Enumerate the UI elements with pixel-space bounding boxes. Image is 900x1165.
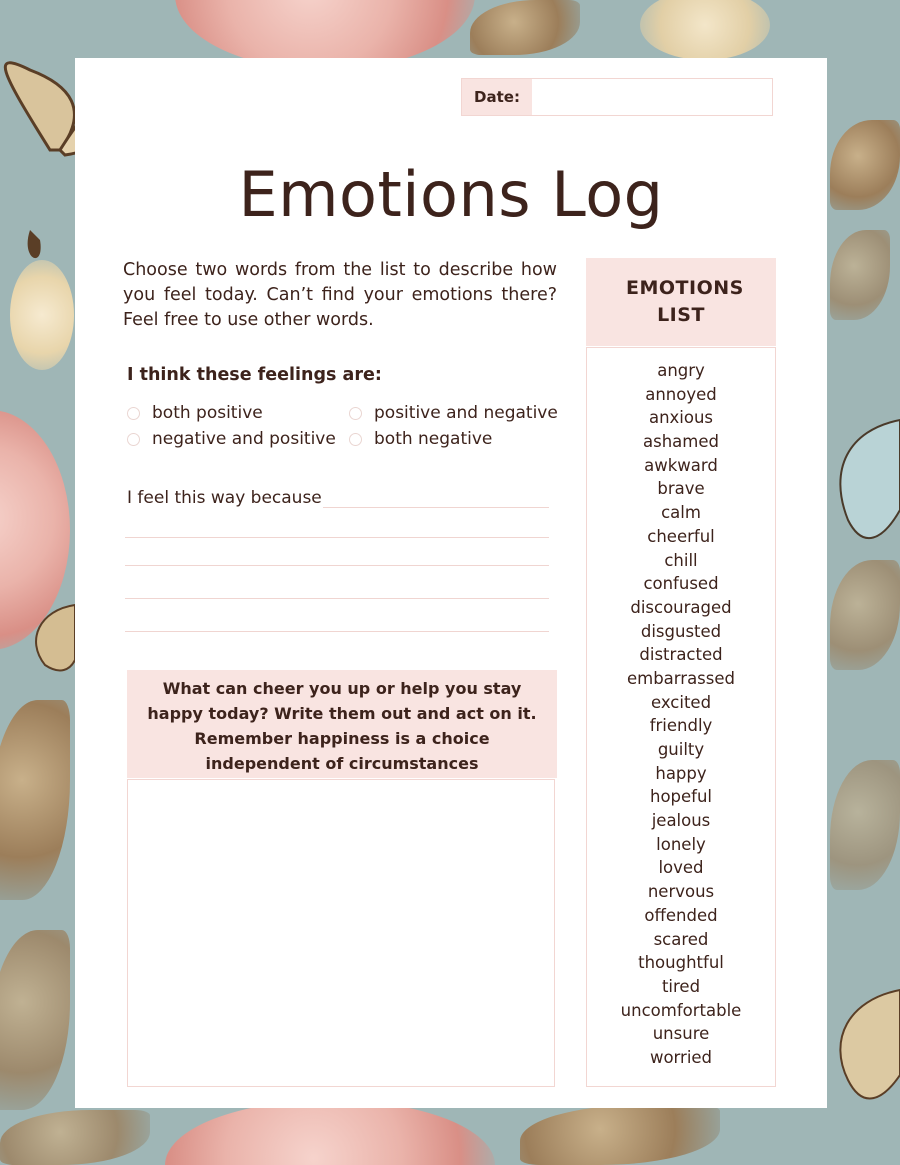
option-label: both positive (152, 403, 263, 423)
option-negative-and-positive[interactable] (127, 429, 336, 449)
option-label: positive and negative (374, 403, 558, 423)
date-input[interactable] (532, 79, 772, 115)
emotion-item: awkward (644, 455, 718, 475)
butterfly-icon (828, 400, 900, 590)
emotion-item: lonely (656, 834, 706, 854)
emotion-item: embarrassed (626, 668, 735, 688)
option-both-positive[interactable] (127, 403, 263, 423)
emotion-item: friendly (649, 716, 713, 736)
page-title: Emotions Log (238, 158, 664, 231)
cheer-prompt: What can cheer you up or help you stay happy today? Write them out and act on it. Remember happiness is a choice independent of circumstances (127, 670, 557, 778)
emotions-list-title-text: EMOTIONS LIST (626, 277, 744, 326)
emotion-item: excited (650, 692, 712, 712)
writing-line[interactable] (125, 537, 549, 538)
feelings-heading: I think these feelings are: (127, 365, 382, 385)
because-label: I feel this way because (127, 488, 322, 508)
emotion-item: scared (653, 929, 709, 949)
emotion-item: loved (658, 858, 704, 878)
radio-button[interactable] (127, 433, 140, 446)
emotion-item: ashamed (643, 432, 719, 452)
worksheet-page (75, 58, 827, 1108)
intro-text: Choose two words from the list to describe how you feel today. Can’t find your emotions there? Feel free to use other words. (123, 260, 557, 330)
butterfly-icon (828, 980, 900, 1120)
emotion-item: chill (664, 550, 698, 570)
radio-button[interactable] (127, 407, 140, 420)
emotion-item: happy (655, 763, 707, 783)
writing-line[interactable] (125, 598, 549, 599)
emotion-item: calm (661, 503, 701, 523)
emotion-item: hopeful (649, 787, 713, 807)
emotions-list-items (587, 359, 775, 1070)
emotion-item: discouraged (630, 597, 732, 617)
emotion-item: brave (657, 479, 705, 499)
writing-line[interactable] (323, 507, 549, 508)
cheer-writing-area[interactable] (127, 779, 555, 1087)
emotion-item: worried (649, 1047, 713, 1067)
writing-line[interactable] (125, 631, 549, 632)
emotion-item: confused (643, 574, 719, 594)
date-label: Date: (462, 79, 532, 115)
emotion-item: nervous (647, 882, 715, 902)
emotion-item: guilty (657, 740, 705, 759)
emotion-item: offended (644, 905, 718, 925)
date-field (461, 78, 773, 116)
emotions-list-title (586, 258, 776, 346)
emotion-item: uncomfortable (620, 1000, 742, 1020)
emotion-item: cheerful (647, 526, 715, 546)
option-both-negative[interactable] (349, 429, 492, 449)
emotion-item: distracted (639, 645, 723, 665)
emotion-item: jealous (651, 811, 711, 831)
emotion-item: disgusted (640, 621, 722, 641)
option-label: both negative (374, 429, 493, 449)
emotion-item: anxious (648, 408, 714, 428)
emotions-list (586, 347, 776, 1087)
radio-button[interactable] (349, 407, 362, 420)
option-label: negative and positive (152, 429, 336, 449)
butterfly-icon (20, 600, 75, 680)
radio-button[interactable] (349, 433, 362, 446)
emotion-item: annoyed (645, 384, 717, 404)
emotion-item: unsure (652, 1024, 710, 1044)
writing-line[interactable] (125, 565, 549, 566)
option-positive-and-negative[interactable] (349, 403, 558, 423)
emotion-item: angry (657, 361, 705, 380)
emotion-item: tired (661, 976, 701, 996)
emotion-item: thoughtful (638, 953, 724, 973)
